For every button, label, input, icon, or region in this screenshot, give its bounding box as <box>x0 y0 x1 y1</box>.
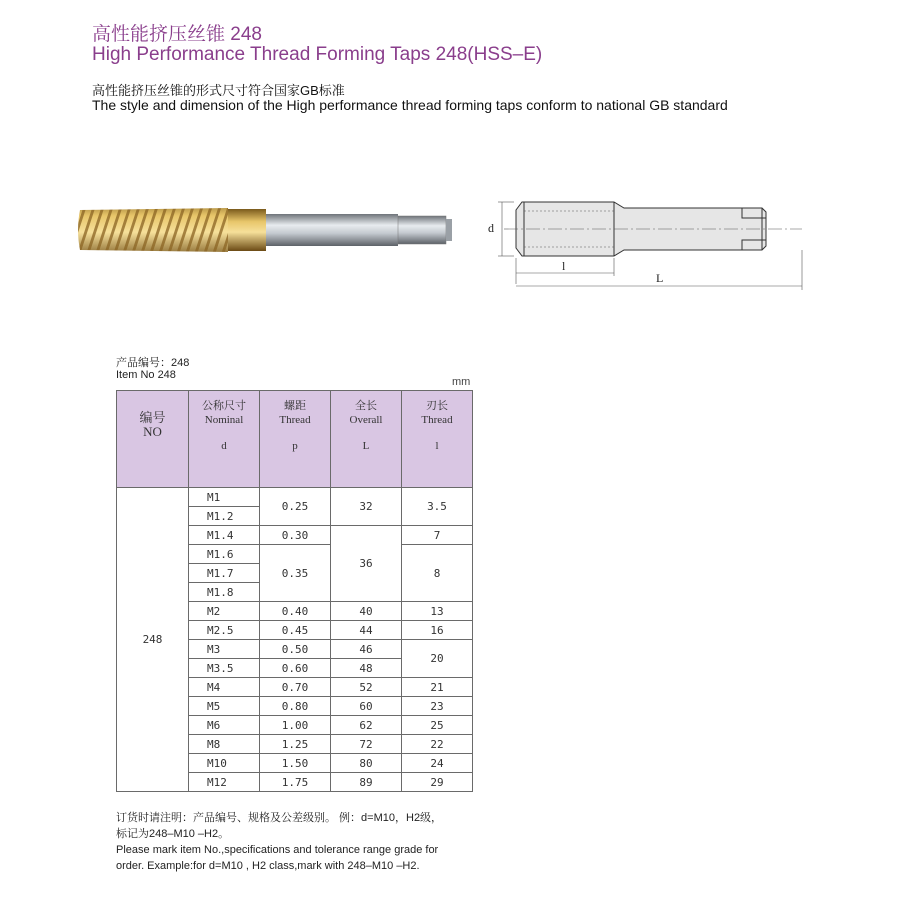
tap-technical-drawing <box>484 184 814 294</box>
order-note-en-line2: order. Example:for d=M10 , H2 class,mark with 248–M10 –H2. <box>116 860 420 872</box>
cell-nominal: M8 <box>189 735 260 754</box>
specification-table <box>116 390 473 792</box>
cell-overall: 80 <box>331 754 402 773</box>
header-overall: 全长 Overall L <box>331 391 402 488</box>
cell-pitch: 1.00 <box>260 716 331 735</box>
cell-nominal: M1.4 <box>189 526 260 545</box>
cell-nominal: M12 <box>189 773 260 792</box>
cell-thread-length: 16 <box>402 621 473 640</box>
cell-thread-length: 22 <box>402 735 473 754</box>
order-note <box>116 810 442 874</box>
dim-label-L: L <box>656 271 664 285</box>
cell-thread-length: 13 <box>402 602 473 621</box>
cell-nominal: M10 <box>189 754 260 773</box>
cell-thread-length: 8 <box>402 545 473 602</box>
cell-thread-length: 7 <box>402 526 473 545</box>
cell-pitch: 1.50 <box>260 754 331 773</box>
cell-pitch: 0.50 <box>260 640 331 659</box>
cell-thread-length: 3.5 <box>402 488 473 526</box>
title-english: High Performance Thread Forming Taps 248(HSS–E) <box>92 44 543 65</box>
cell-pitch: 0.70 <box>260 678 331 697</box>
cell-nominal: M1.7 <box>189 564 260 583</box>
cell-nominal: M1.8 <box>189 583 260 602</box>
cell-pitch: 0.45 <box>260 621 331 640</box>
cell-overall: 36 <box>331 526 402 602</box>
subtitle-english: The style and dimension of the High performance thread forming taps conform to national GB standard <box>92 97 728 113</box>
order-note-cn-line1: 订货时请注明：产品编号、规格及公差级别。 例：d=M10，H2级， <box>116 812 443 824</box>
item-label-english: Item No 248 <box>116 369 176 381</box>
header-nominal: 公称尺寸 Nominal d <box>189 391 260 488</box>
cell-pitch: 0.80 <box>260 697 331 716</box>
dim-label-d: d <box>488 221 494 235</box>
cell-nominal: M3.5 <box>189 659 260 678</box>
cell-overall: 60 <box>331 697 402 716</box>
cell-overall: 89 <box>331 773 402 792</box>
item-label-chinese: 产品编号：248 <box>116 357 190 369</box>
header-no: 编号 NO <box>117 391 189 488</box>
title-chinese: 高性能挤压丝锥 248 <box>92 24 262 45</box>
cell-thread-length: 24 <box>402 754 473 773</box>
cell-overall: 52 <box>331 678 402 697</box>
cell-nominal: M2.5 <box>189 621 260 640</box>
cell-pitch: 0.40 <box>260 602 331 621</box>
cell-overall: 62 <box>331 716 402 735</box>
cell-pitch: 1.75 <box>260 773 331 792</box>
cell-thread-length: 29 <box>402 773 473 792</box>
dim-label-l: l <box>562 259 566 273</box>
cell-overall: 72 <box>331 735 402 754</box>
table-row <box>117 488 473 507</box>
order-note-cn-line2: 标记为248–M10 –H2。 <box>116 828 230 840</box>
header-thread-length: 刃长 Thread l <box>402 391 473 488</box>
cell-overall: 46 <box>331 640 402 659</box>
cell-pitch: 0.35 <box>260 545 331 602</box>
cell-nominal: M2 <box>189 602 260 621</box>
cell-nominal: M4 <box>189 678 260 697</box>
cell-thread-length: 25 <box>402 716 473 735</box>
cell-overall: 40 <box>331 602 402 621</box>
cell-nominal: M6 <box>189 716 260 735</box>
order-note-en-line1: Please mark item No.,specifications and tolerance range grade for <box>116 844 439 856</box>
tap-product-photo <box>78 196 458 262</box>
cell-overall: 32 <box>331 488 402 526</box>
cell-nominal: M3 <box>189 640 260 659</box>
cell-pitch: 0.25 <box>260 488 331 526</box>
cell-overall: 44 <box>331 621 402 640</box>
cell-pitch: 0.60 <box>260 659 331 678</box>
subtitle-chinese: 高性能挤压丝锥的形式尺寸符合国家GB标准 <box>92 83 345 98</box>
cell-nominal: M1 <box>189 488 260 507</box>
cell-item-no: 248 <box>117 488 189 792</box>
table-header-row <box>117 391 473 488</box>
cell-nominal: M1.6 <box>189 545 260 564</box>
cell-pitch: 1.25 <box>260 735 331 754</box>
cell-nominal: M5 <box>189 697 260 716</box>
cell-thread-length: 23 <box>402 697 473 716</box>
cell-overall: 48 <box>331 659 402 678</box>
cell-nominal: M1.2 <box>189 507 260 526</box>
cell-thread-length: 21 <box>402 678 473 697</box>
cell-pitch: 0.30 <box>260 526 331 545</box>
unit-label: mm <box>452 376 471 388</box>
header-pitch: 螺距 Thread p <box>260 391 331 488</box>
cell-thread-length: 20 <box>402 640 473 678</box>
